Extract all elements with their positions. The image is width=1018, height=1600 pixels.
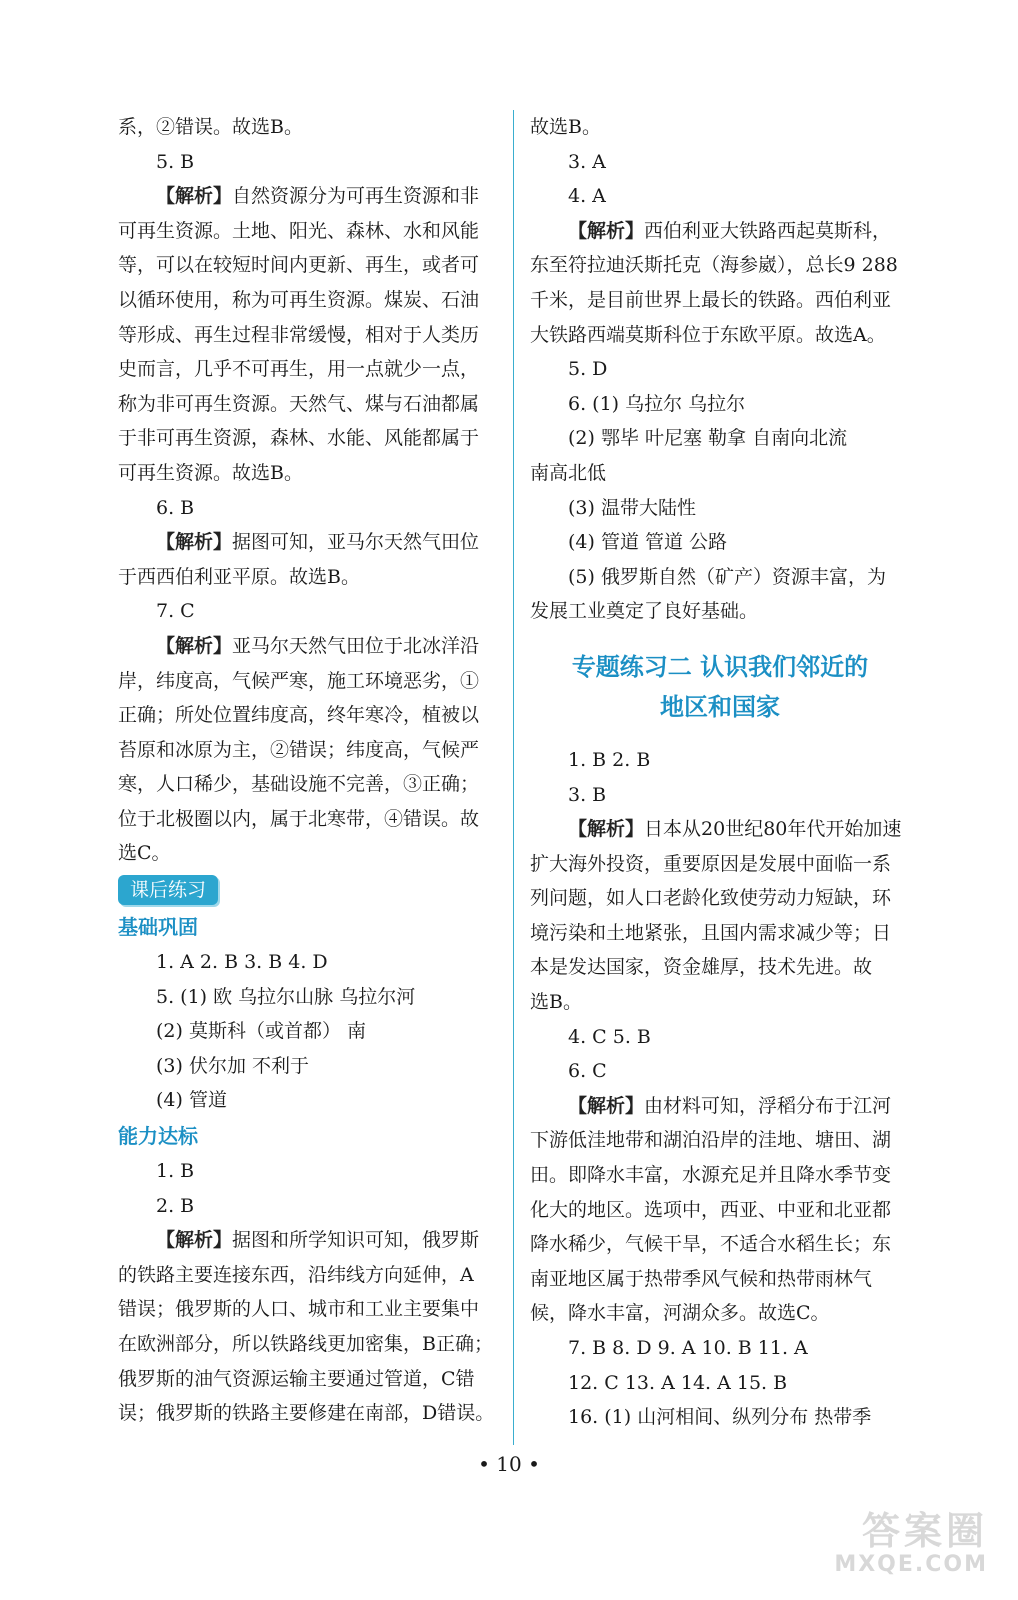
answer-line: [530, 145, 910, 180]
answer-text: 3. A: [568, 150, 606, 173]
answer-line: [530, 950, 910, 985]
section-title: [530, 647, 910, 727]
answer-line: [118, 733, 498, 768]
answer-line: [118, 456, 498, 491]
answer-text: (5) 俄罗斯自然（矿产）资源丰富，为: [568, 565, 886, 588]
analysis-tag: 【解析】: [568, 818, 645, 841]
answer-text: 日本从20世纪80年代开始加速: [644, 818, 902, 841]
answer-line: [118, 1396, 498, 1431]
answer-text: 称为非可再生资源。天然气、煤与石油都属: [118, 392, 480, 415]
answer-text: 于西西伯利亚平原。故选B。: [118, 565, 360, 588]
analysis-tag: 【解析】: [156, 634, 233, 657]
answer-text: 可再生资源。土地、阳光、森林、水和风能: [118, 219, 480, 242]
answer-line: [118, 802, 498, 837]
answer-text: (2) 莫斯科（或首都） 南: [156, 1020, 366, 1043]
answer-line: [530, 248, 910, 283]
right-answer-lines-top: [530, 110, 910, 629]
answer-line: [530, 110, 910, 145]
answer-line: [530, 352, 910, 387]
answer-line: [530, 214, 910, 249]
answer-text: 发展工业奠定了良好基础。: [530, 600, 759, 623]
answer-text: 由材料可知，浮稻分布于江河: [644, 1094, 892, 1117]
answer-line: [118, 1362, 498, 1397]
answer-line: [530, 525, 910, 560]
after-class-badge-wrap: [118, 871, 498, 909]
analysis-tag: 【解析】: [156, 1229, 233, 1252]
basic-answer-lines: [118, 945, 498, 1118]
answer-text: 1. B 2. B: [568, 748, 651, 771]
answer-text: 候，降水丰富，河湖众多。故选C。: [530, 1302, 830, 1325]
answer-line: [530, 1158, 910, 1193]
answer-text: 等，可以在较短时间内更新、再生，或者可: [118, 254, 480, 277]
answer-line: [530, 881, 910, 916]
answer-line: [530, 985, 910, 1020]
answer-line: [530, 743, 910, 778]
answer-text: 系，②错误。故选B。: [118, 116, 303, 138]
answer-text: 东至符拉迪沃斯托克（海参崴），总长9 288: [530, 254, 898, 277]
answer-line: [530, 318, 910, 353]
answer-text: 5. (1) 欧 乌拉尔山脉 乌拉尔河: [156, 985, 416, 1008]
answer-text: 史而言，几乎不可再生，用一点就少一点，: [118, 358, 480, 381]
watermark-text: 答案圈: [861, 1509, 988, 1553]
section-title-line2: 地区和国家: [660, 692, 780, 721]
answer-line: [118, 945, 498, 980]
answer-line: [530, 491, 910, 526]
answer-line: [118, 1258, 498, 1293]
answer-line: [118, 767, 498, 802]
answer-text: 南高北低: [530, 461, 607, 484]
answer-line: [530, 387, 910, 422]
answer-line: [118, 214, 498, 249]
answer-text: 7. B 8. D 9. A 10. B 11. A: [568, 1337, 808, 1359]
answer-text: 位于北极圈以内，属于北寒带，④错误。故: [118, 807, 480, 830]
answer-line: [530, 1123, 910, 1158]
answer-text: 大铁路西端莫斯科位于东欧平原。故选A。: [530, 323, 886, 346]
answer-text: 俄罗斯的油气资源运输主要通过管道，C错: [118, 1367, 475, 1390]
answer-line: [118, 1154, 498, 1189]
answer-line: [118, 1327, 498, 1362]
ability-answer-lines: [118, 1154, 498, 1431]
answer-line: [118, 145, 498, 180]
answer-line: [118, 664, 498, 699]
answer-line: [530, 1020, 910, 1055]
watermark-url: MXQE.COM: [834, 1552, 988, 1577]
answer-text: 等形成、再生过程非常缓慢，相对于人类历: [118, 323, 480, 346]
answer-line: [118, 110, 498, 145]
answer-text: 苔原和冰原为主，②错误；纬度高，气候严: [118, 738, 480, 761]
answer-line: [530, 179, 910, 214]
answer-text: 选B。: [530, 991, 582, 1014]
answer-text: 1. B: [156, 1160, 195, 1183]
answer-line: [530, 847, 910, 882]
answer-line: [530, 456, 910, 491]
answer-text: 可再生资源。故选B。: [118, 461, 303, 484]
answer-line: [118, 1049, 498, 1084]
answer-text: 降水稀少，气候干旱，不适合水稻生长；东: [530, 1233, 892, 1256]
answer-text: 的铁路主要连接东西，沿纬线方向延伸，A: [118, 1263, 474, 1286]
answer-line: [118, 387, 498, 422]
answer-line: [530, 812, 910, 847]
answer-text: (4) 管道 管道 公路: [568, 531, 728, 554]
answer-text: 6. (1) 乌拉尔 乌拉尔: [568, 392, 746, 415]
column-divider: [513, 110, 514, 1445]
left-column: [118, 110, 498, 1431]
answer-line: [118, 1083, 498, 1118]
answer-line: [530, 1262, 910, 1297]
analysis-tag: 【解析】: [568, 219, 645, 242]
answer-text: 亚马尔天然气田位于北冰洋沿: [232, 634, 480, 657]
answer-text: 自然资源分为可再生资源和非: [232, 185, 480, 208]
answer-line: [118, 491, 498, 526]
answer-text: 故选B。: [530, 116, 601, 138]
page-number: • 10 •: [478, 1452, 540, 1476]
answer-text: 4. C 5. B: [568, 1025, 651, 1048]
answer-text: 3. B: [568, 783, 607, 806]
answer-text: (3) 温带大陆性: [568, 496, 696, 519]
answer-text: 田。即降水丰富，水源充足并且降水季节变: [530, 1164, 892, 1187]
analysis-tag: 【解析】: [568, 1094, 645, 1117]
answer-line: [118, 179, 498, 214]
answer-text: 正确；所处位置纬度高，终年寒冷，植被以: [118, 704, 480, 727]
answer-line: [118, 318, 498, 353]
answer-text: 千米，是目前世界上最长的铁路。西伯利亚: [530, 288, 892, 311]
answer-line: [118, 283, 498, 318]
answer-line: [530, 1089, 910, 1124]
answer-text: (3) 伏尔加 不利于: [156, 1054, 309, 1077]
answer-line: [118, 560, 498, 595]
answer-text: 南亚地区属于热带季风气候和热带雨林气: [530, 1267, 873, 1290]
answer-text: 误；俄罗斯的铁路主要修建在南部，D错误。: [118, 1402, 495, 1425]
answer-line: [118, 836, 498, 871]
answer-text: 1. A 2. B 3. B 4. D: [156, 951, 328, 974]
answer-line: [118, 248, 498, 283]
answer-line: [118, 629, 498, 664]
answer-text: 4. A: [568, 185, 606, 208]
answer-text: 据图可知，亚马尔天然气田位: [232, 531, 480, 554]
answer-text: 7. C: [156, 600, 195, 623]
answer-line: [530, 594, 910, 629]
right-answer-lines-bottom: [530, 743, 910, 1435]
answer-text: 寒，人口稀少，基础设施不完善，③正确；: [118, 773, 480, 796]
answer-text: 6. B: [156, 496, 195, 519]
answer-text: 6. C: [568, 1060, 607, 1083]
answer-line: [118, 352, 498, 387]
answer-line: [118, 1223, 498, 1258]
answer-text: 境污染和土地紧张，且国内需求减少等；日: [530, 921, 892, 944]
answer-line: [530, 1227, 910, 1262]
answer-line: [118, 698, 498, 733]
section-title-line1: 专题练习二 认识我们邻近的: [571, 652, 869, 681]
analysis-tag: 【解析】: [156, 185, 233, 208]
answer-text: 化大的地区。选项中，西亚、中亚和北亚都: [530, 1198, 892, 1221]
answer-line: [118, 1189, 498, 1224]
answer-text: 据图和所学知识可知，俄罗斯: [232, 1229, 480, 1252]
answer-line: [530, 1193, 910, 1228]
answer-line: [530, 1296, 910, 1331]
answer-text: 12. C 13. A 14. A 15. B: [568, 1371, 788, 1394]
answer-text: 2. B: [156, 1194, 195, 1217]
answer-text: (4) 管道: [156, 1089, 227, 1112]
answer-line: [530, 1400, 910, 1435]
answer-line: [118, 421, 498, 456]
answer-line: [530, 283, 910, 318]
answer-line: [118, 1292, 498, 1327]
ability-heading: 能力达标: [118, 1124, 198, 1149]
answer-text: 在欧洲部分，所以铁路线更加密集，B正确；: [118, 1333, 493, 1355]
answer-line: [530, 1331, 910, 1366]
answer-text: 错误；俄罗斯的人口、城市和工业主要集中: [118, 1298, 480, 1321]
answer-line: [118, 980, 498, 1015]
answer-text: 本是发达国家，资金雄厚，技术先进。故: [530, 956, 873, 979]
left-answer-lines: [118, 110, 498, 871]
answer-line: [530, 1366, 910, 1401]
basic-heading: 基础巩固: [118, 915, 198, 940]
answer-text: 以循环使用，称为可再生资源。煤炭、石油: [118, 288, 480, 311]
answer-line: [118, 1014, 498, 1049]
right-column: [530, 110, 910, 1435]
answer-text: 5. D: [568, 358, 608, 381]
answer-text: 岸，纬度高，气候严寒，施工环境恶劣，①: [118, 669, 480, 692]
after-class-badge: 课后练习: [118, 875, 218, 905]
answer-text: 选C。: [118, 842, 171, 865]
answer-line: [530, 1054, 910, 1089]
answer-text: 5. B: [156, 150, 195, 173]
answer-line: [530, 778, 910, 813]
answer-line: [118, 525, 498, 560]
answer-line: [530, 916, 910, 951]
answer-text: 于非可再生资源，森林、水能、风能都属于: [118, 427, 480, 450]
answer-text: (2) 鄂毕 叶尼塞 勒拿 自南向北流: [568, 427, 848, 450]
answer-line: [118, 594, 498, 629]
answer-text: 列问题，如人口老龄化致使劳动力短缺，环: [530, 887, 892, 910]
answer-text: 下游低洼地带和湖泊沿岸的洼地、塘田、湖: [530, 1129, 892, 1152]
answer-text: 16. (1) 山河相间、纵列分布 热带季: [568, 1406, 872, 1429]
answer-line: [530, 421, 910, 456]
answer-text: 西伯利亚大铁路西起莫斯科，: [644, 219, 892, 242]
answer-text: 扩大海外投资，重要原因是发展中面临一系: [530, 852, 892, 875]
answer-line: [530, 560, 910, 595]
watermark-logo: [778, 1510, 988, 1590]
analysis-tag: 【解析】: [156, 531, 233, 554]
